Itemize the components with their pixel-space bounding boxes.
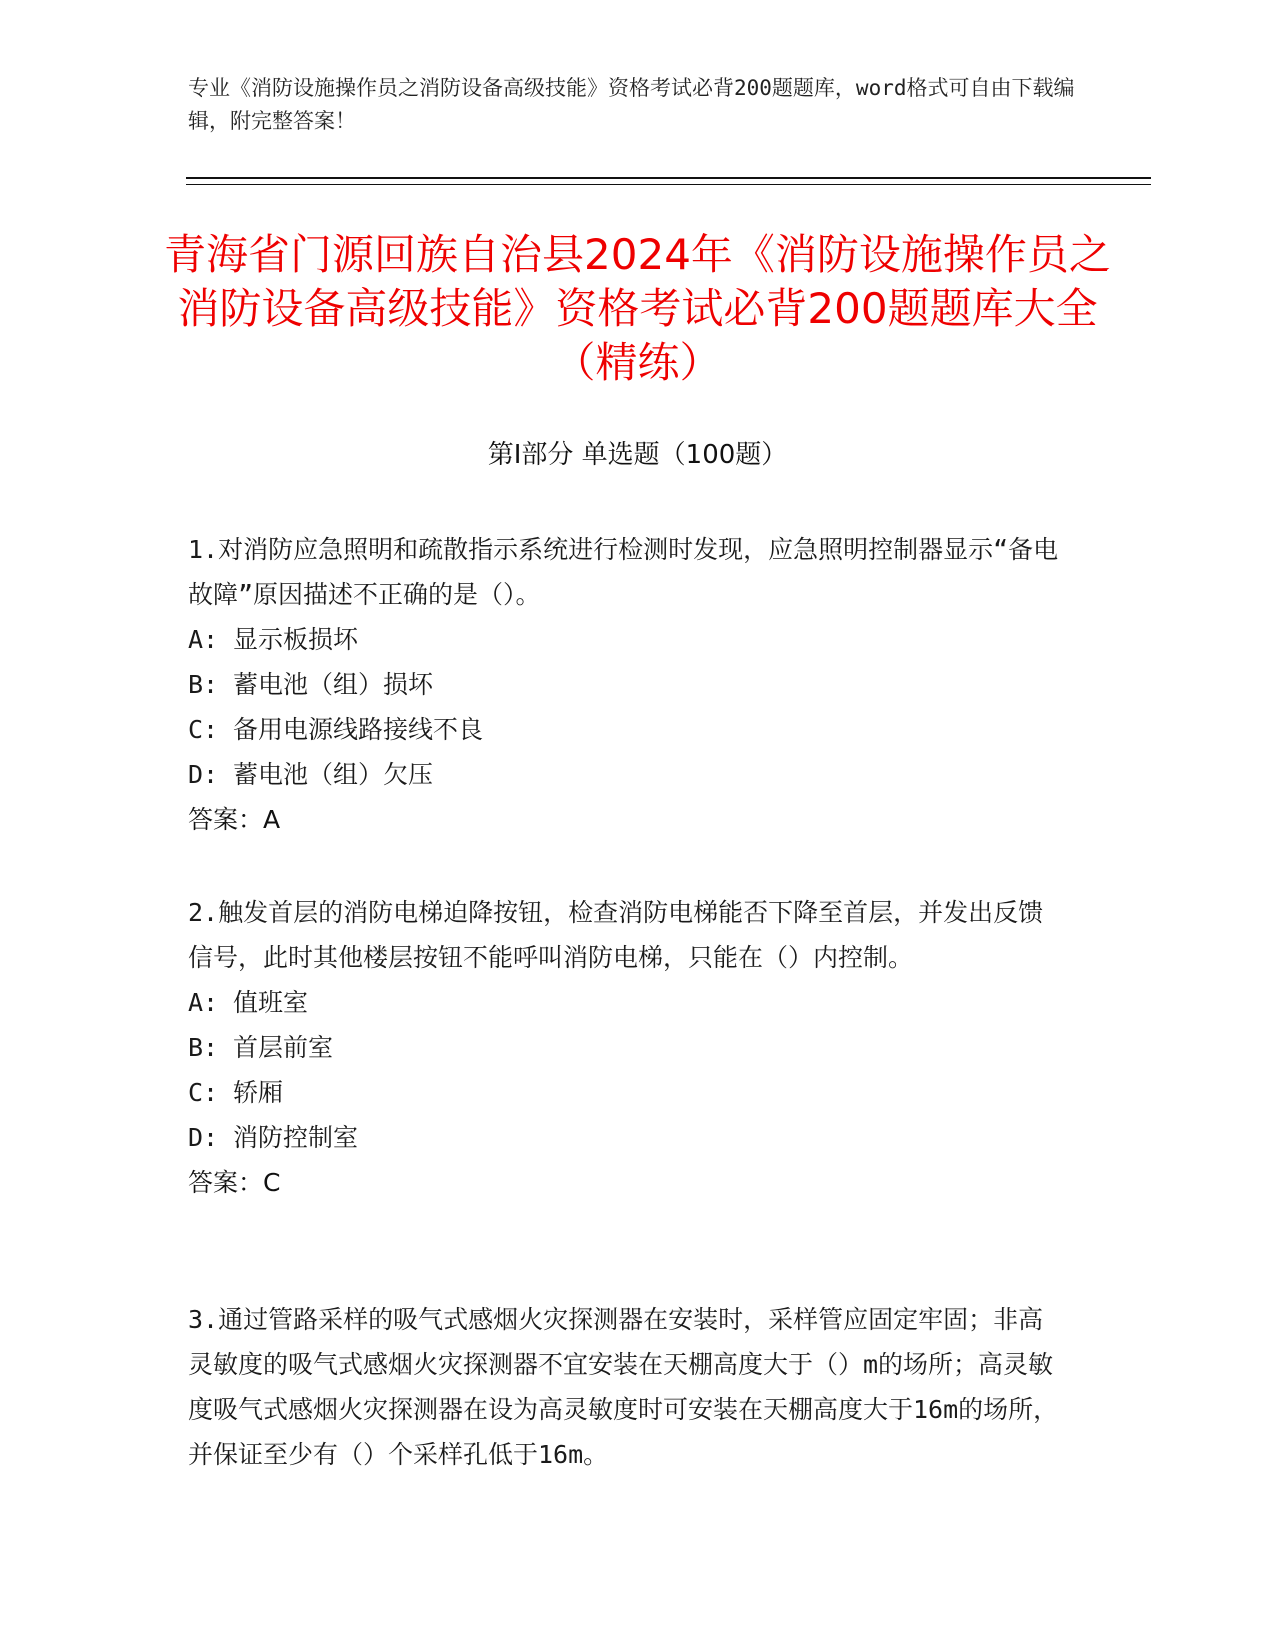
question-3	[188, 1297, 1068, 1477]
question-stem: 2.触发首层的消防电梯迫降按钮，检查消防电梯能否下降至首层，并发出反馈信号，此时其他楼层按钮不能呼叫消防电梯，只能在（）内控制。	[188, 898, 1044, 972]
option-d	[188, 1115, 1068, 1160]
option-d	[188, 752, 1068, 797]
option-c	[188, 707, 1068, 752]
option-key: D:	[188, 1123, 219, 1152]
option-c	[188, 1070, 1068, 1115]
question-stem: 3.通过管路采样的吸气式感烟火灾探测器在安装时，采样管应固定牢固；非高灵敏度的吸气式感烟火灾探测器不宜安装在天棚高度大于（）m的场所；高灵敏度吸气式感烟火灾探测器在设为高灵敏度时可安装在天棚高度大于16m的场所，并保证至少有（）个采样孔低于16m。	[188, 1305, 1059, 1469]
option-text: 蓄电池（组）损坏	[233, 670, 434, 699]
header-note: 专业《消防设施操作员之消防设备高级技能》资格考试必背200题题库，word格式可自由下载编辑，附完整答案！	[188, 76, 1075, 133]
option-a	[188, 980, 1068, 1025]
option-b	[188, 1025, 1068, 1070]
option-text: 消防控制室	[233, 1123, 359, 1152]
option-text: 显示板损坏	[233, 625, 359, 654]
option-text: 值班室	[233, 988, 309, 1017]
option-key: B:	[188, 670, 219, 699]
option-text: 备用电源线路接线不良	[233, 715, 484, 744]
option-b	[188, 662, 1068, 707]
option-key: B:	[188, 1033, 219, 1062]
option-key: A:	[188, 625, 219, 654]
question-stem: 1.对消防应急照明和疏散指示系统进行检测时发现，应急照明控制器显示“备电故障”原因描述不正确的是（）。	[188, 535, 1059, 609]
question-2	[188, 890, 1068, 1205]
question-1	[188, 527, 1068, 842]
option-key: C:	[188, 1078, 219, 1107]
option-a	[188, 617, 1068, 662]
header-divider-thick	[186, 177, 1151, 179]
header-divider-thin	[186, 184, 1151, 185]
option-key: C:	[188, 715, 219, 744]
option-text: 轿厢	[233, 1078, 284, 1107]
document-title: 青海省门源回族自治县2024年《消防设施操作员之消防设备高级技能》资格考试必背200题题库大全（精练）	[164, 230, 1111, 387]
answer: 答案：A	[188, 805, 281, 834]
option-text: 蓄电池（组）欠压	[233, 760, 434, 789]
option-key: A:	[188, 988, 219, 1017]
option-key: D:	[188, 760, 219, 789]
option-text: 首层前室	[233, 1033, 334, 1062]
answer: 答案：C	[188, 1168, 281, 1197]
section-heading: 第Ⅰ部分 单选题（100题）	[487, 440, 788, 470]
